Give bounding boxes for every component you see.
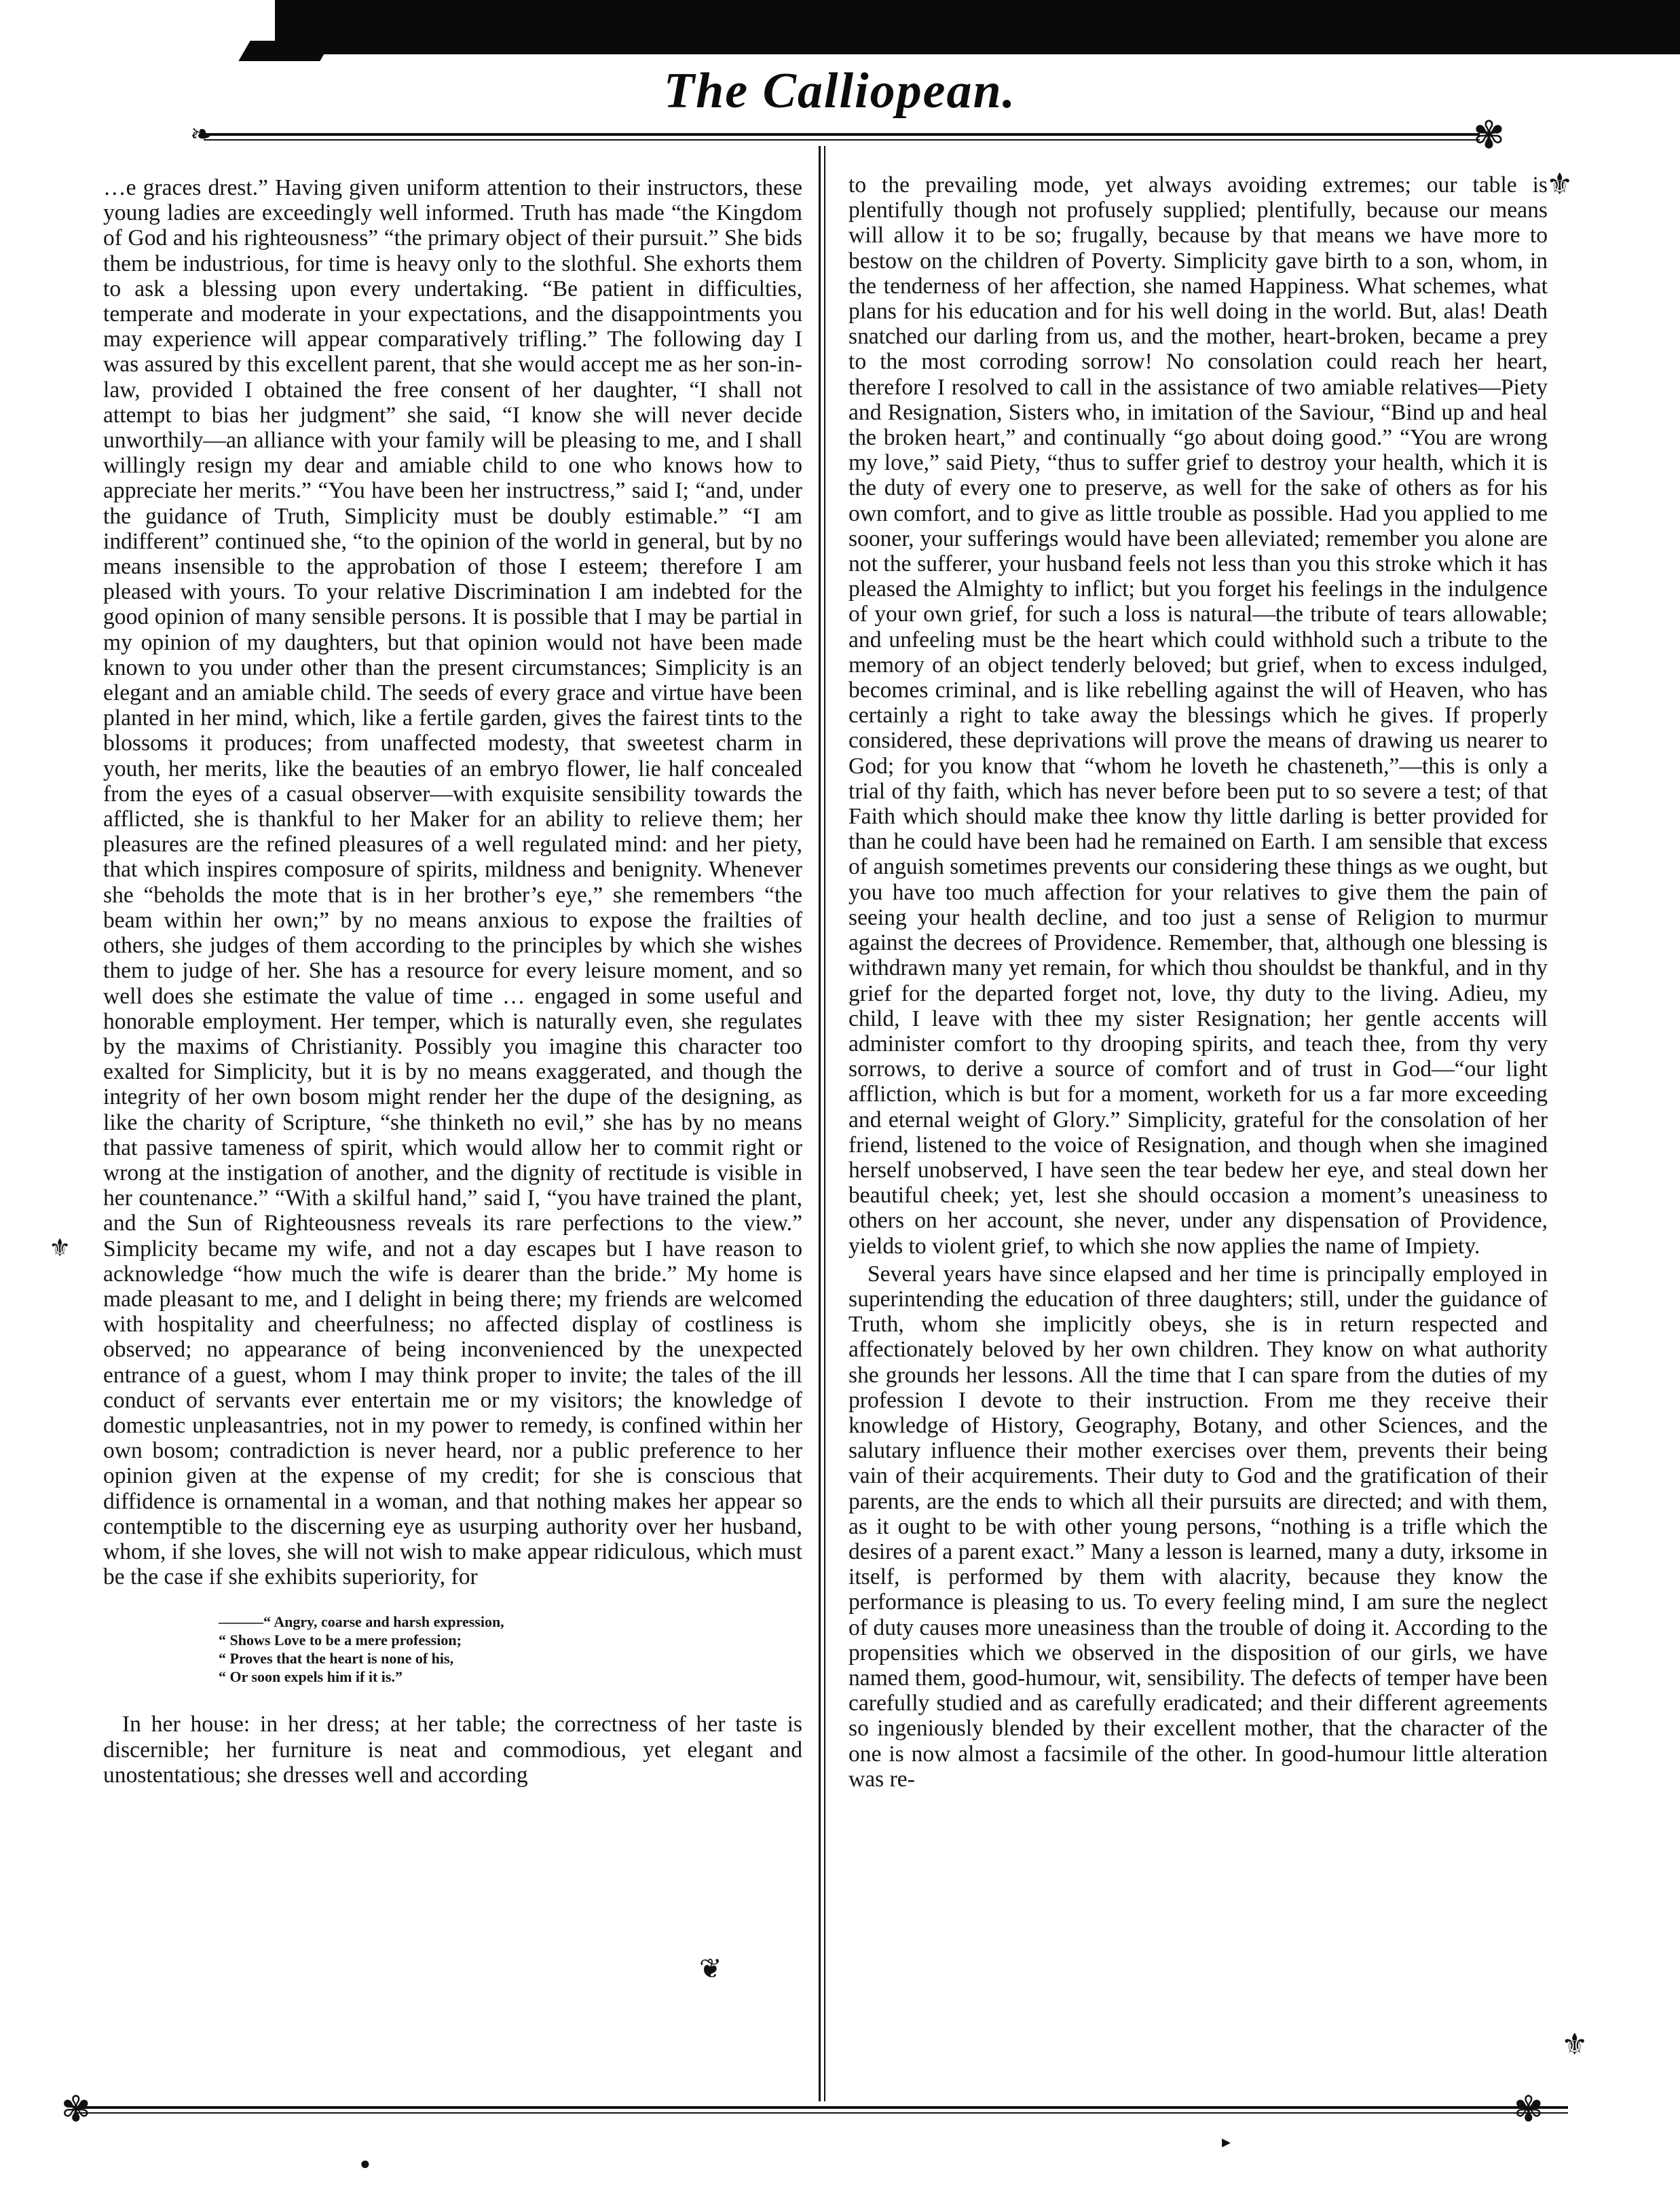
right-side-ornament-top: ⚜	[1546, 168, 1573, 201]
bottom-left-flourish: ✾	[61, 2091, 91, 2129]
footnote-line-3: “ Proves that the heart is none of his,	[219, 1650, 454, 1668]
top-rule-outer	[204, 133, 1480, 136]
top-right-flourish: ✾	[1473, 115, 1505, 157]
bottom-speck-1: ●	[360, 2154, 371, 2173]
right-paragraph-1: to the prevailing mode, yet always avoiding extremes; our table is plentifully though not profusely supplied; plentifully, because our means will allow it to be so; frugally, because by that means we have more to bestow on the children of Poverty. Simplicity gave birth to a son, whom, in the tenderness of her affection, she named Happiness. What schemes, what plans for his education and for his well doing in the world. But, alas! Death snatched our darling from us, and the mother, heart-broken, became a prey to the most corroding sorrow! No consolation could reach her heart, therefore I resolved to call in the assistance of two amiable relatives—Piety and Resignation, Sisters who, in imitation of the Saviour, “Bind up and heal the broken heart,” and continually “go about doing good.” “You are wrong my love,” said Piety, “thus to suffer grief to destroy your health, which it is the duty of every one to preserve, as well for the sake of others as for his own comfort, and to give as little trouble as possible. Had you applied to me sooner, your sufferings would have been alleviated; remember you alone are not the sufferer, your husband feels not less than you this stroke which it has pleased the Almighty to inflict; but you forget his feelings in the indulgence of your own grief, for such a loss is natural—the tribute of tears allowable; and unfeeling must be the heart which could withhold such a tribute to the memory of an object tenderly beloved; but grief, when to excess indulged, becomes criminal, and is like rebelling against the will of Heaven, who has certainly a right to take away the blessings which he gives. If properly considered, these deprivations will prove the means of drawing us nearer to God; for you know that “whom he loveth he chasteneth,”—this is only a trial of thy faith, which has never before been put to so severe a test; of that Faith which should make thee know thy little darling is better provided for than he could have been had he remained on Earth. I am sensible that excess of anguish sometimes prevents our considering these things as we ought, but you have too much affection for your relatives to give them the pain of seeing your health decline, and too just a sense of Religion to murmur against the decrees of Providence. Remember, that, although one blessing is withdrawn many yet remain, for which thou shouldst be thankful, and in thy grief for the departed forget not, love, thy duty to the living. Adieu, my child, I leave with thee my sister Resignation; her gentle accents will administer comfort to thy drooping spirits, and teach thee, from thy very sorrows, to derive a source of comfort and of trust in God—“our light affliction, which is but for a moment, worketh for us a far more exceeding and eternal weight of Glory.” Simplicity, grateful for the consolation of her friend, listened to the voice of Resignation, and though when she imagined herself unobserved, I have seen the tear bedew her eye, and steal down her beautiful cheek; yet, lest she should occasion a moment’s uneasiness to others on her account, she never, under any dispensation of Providence, yields to violent grief, to which she now applies the name of Impiety.	[848, 172, 1548, 1259]
footnote-line-1: ———“ Angry, coarse and harsh expression,	[219, 1613, 504, 1631]
footnote-verse	[219, 1613, 802, 1686]
footnote-flourish: ❦	[699, 1953, 722, 1984]
right-column	[848, 172, 1548, 1792]
right-paragraph-2: Several years have since elapsed and her time is principally employed in superintending the education of three daughters; still, under the guidance of Truth, whom she implicitly obeys, she is in return respected and affectionately beloved by her own children. They know on what authority she grounds her lessons. All the time that I can spare from the duties of my profession I devote to their instruction. From me they receive their knowledge of History, Geography, Botany, and other Sciences, and the salutary influence their mother exercises over them, prevents their being vain of their acquirements. Their duty to God and the gratification of their parents, are the ends to which all their pursuits are directed; and with them, as it ought to be with other young persons, “nothing is a trifle which the desires of a parent exact.” Many a lesson is learned, many a duty, irksome in itself, is performed by them with alacrity, because they know the performance is pleasing to us. To every feeling mind, I am sure the neglect of duty causes more uneasiness than the trouble of doing it. According to the propensities which we observed in the disposition of our girls, we have named them, good-humour, wit, sensibility. The defects of temper have been carefully studied and as carefully eradicated; and their different agreements so ingeniously blended by their excellent mother, that the character of the one is now almost a facsimile of the other. In good-humour little alteration was re-	[848, 1261, 1548, 1792]
left-paragraph-1: …e graces drest.” Having given uniform attention to their instructors, these young ladies are exceedingly well informed. Truth has made “the Kingdom of God and his righteousness” “the primary object of their pursuit.” She bids them be industrious, for time is heavy only to the slothful. She exhorts them to ask a blessing upon every undertaking. “Be patient in difficulties, temperate and moderate in your expectations, and the disappointments you may experience will appear comparatively trifling.” The following day I was assured by this excellent parent, that she would accept me as her son-in-law, provided I obtained the free consent of her daughter, “I shall not attempt to bias her judgment” she said, “I know she will never decide unworthily—an alliance with your family will be pleasing to me, and I shall willingly resign my dear and amiable child to one who knows how to appreciate her merits.” “You have been her instructress,” said I; “and, under the guidance of Truth, Simplicity must be doubly estimable.” “I am indifferent” continued she, “to the opinion of the world in general, but by no means insensible to the approbation of those I esteem; therefore I am pleased with yours. To your relative Discrimination I am indebted for the good opinion of many sensible persons. It is possible that I may be partial in my opinion of my daughters, but that opinion would not have been made known to you under other than the present circumstances; Simplicity is an elegant and an amiable child. The seeds of every grace and virtue have been planted in her mind, which, like a fertile garden, gives the fairest tints to the blossoms it produces; from unaffected modesty, that sweetest charm in youth, her merits, like the beauties of an embryo flower, lie half concealed from the eyes of a casual observer—with exquisite sensibility towards the afflicted, she is thankful to her Maker for an ability to relieve them; her pleasures are the refined pleasures of a well regulated mind: and her piety, that which inspires composure of spirits, mildness and benignity. Whenever she “beholds the mote that is in her brother’s eye,” she remembers “the beam within her own;” by no means anxious to expose the frailties of others, she judges of them according to the principles by which she wishes them to judge of her. She has a resource for every leisure moment, and so well does she estimate the value of time … engaged in some useful and honorable employment. Her temper, which is naturally even, she regulates by the maxims of Christianity. Possibly you imagine this character too exalted for Simplicity, but it is by no means exaggerated, and though the integrity of her own bosom might render her the dupe of the designing, as like the charity of Scripture, “she thinketh no evil,” she has by no means that passive tameness of spirit, which would allow her to commit right or wrong at the instigation of another, and the dignity of rectitude is visible in her countenance.” “With a skilful hand,” said I, “you have trained the plant, and the Sun of Righteousness reveals its rare perfections to the view.” Simplicity became my wife, and not a day escapes but I have reason to acknowledge “how much the wife is dearer than the bride.” My home is made pleasant to me, and I delight in being there; my friends are welcomed with hospitality and cheerfulness; no affected display of costliness is observed; no appearance of being inconvenienced by the unexpected entrance of a guest, whom I may think proper to invite; the tales of the ill conduct of servants ever entertain me or my visitors; the knowledge of domestic unpleasantries, not in my power to remedy, is confined within her own bosom; contradiction is never heard, nor a public preference to her opinion given at the expense of my credit; for she is conscious that diffidence is ornamental in a woman, and that nothing makes her appear so contemptible to the discerning eye as usurping authority over her husband, whom, if she loves, she will not wish to make appear ridiculous, which must be the case if she exhibits superiority, for	[103, 175, 802, 1590]
top-black-band	[275, 0, 1680, 54]
left-column	[103, 175, 802, 1788]
bottom-speck-2: ▸	[1222, 2132, 1231, 2152]
left-side-ornament: ⚜	[49, 1234, 71, 1262]
top-left-flourish: ❧	[190, 119, 213, 149]
column-divider-left	[819, 146, 821, 2101]
footnote-line-2: “ Shows Love to be a mere profession;	[219, 1632, 462, 1649]
column-divider-right	[824, 146, 825, 2101]
left-paragraph-2: In her house: in her dress; at her table; the correctness of her taste is discernible; her furniture is neat and commodious, yet elegant and unostentatious; she dresses well and according	[103, 1712, 802, 1788]
top-rule-inner	[204, 139, 1480, 141]
footnote-line-4: “ Or soon expels him if it is.”	[219, 1668, 403, 1686]
bottom-rule-inner	[75, 2112, 1568, 2114]
right-side-ornament-bottom: ⚜	[1561, 2028, 1588, 2061]
masthead-title: The Calliopean.	[663, 63, 1017, 119]
bottom-rule-outer	[75, 2106, 1568, 2109]
bottom-right-flourish: ✾	[1514, 2091, 1544, 2129]
top-band-edge	[238, 41, 331, 61]
